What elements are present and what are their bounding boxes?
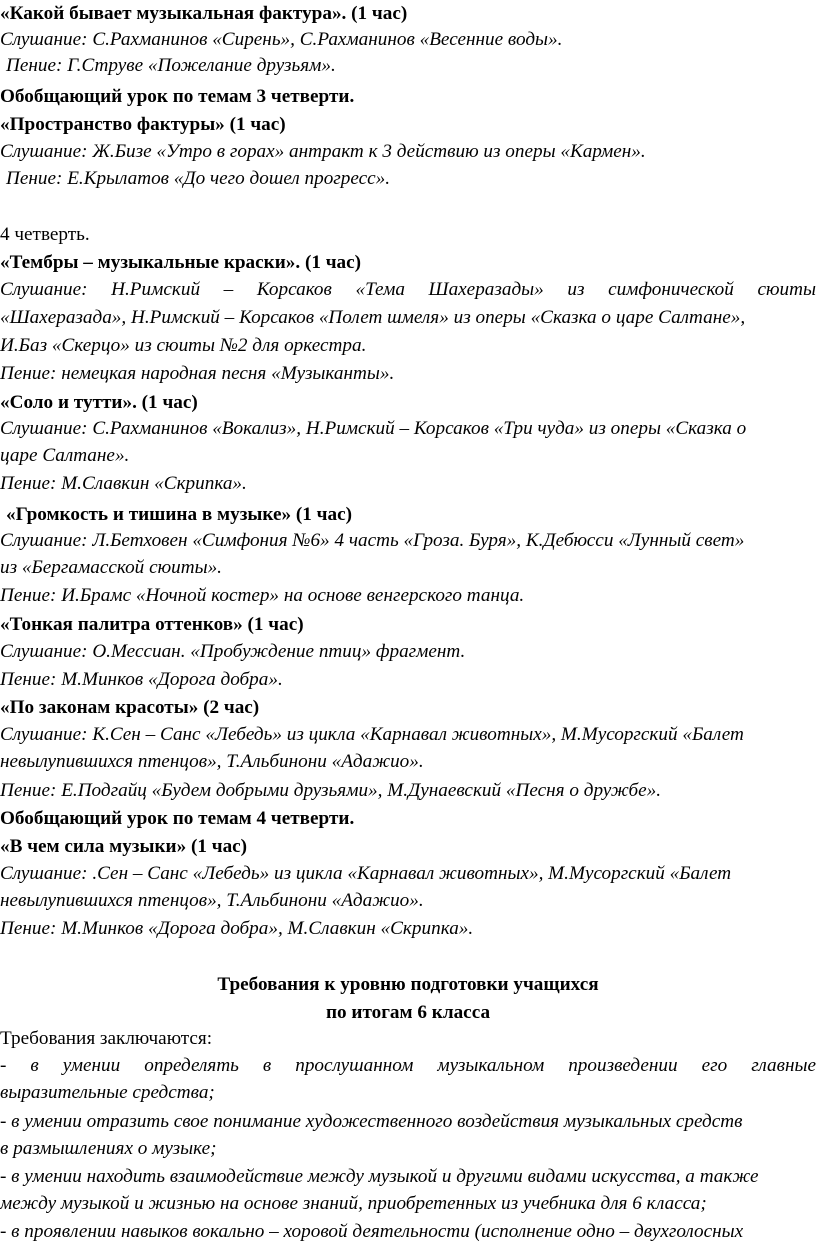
singing-line: Пение: И.Брамс «Ночной костер» на основе венгерского танца.: [0, 585, 525, 606]
listening-line-cont: из «Бергамасской сюиты».: [0, 557, 222, 578]
lesson-title: «Какой бывает музыкальная фактура». (1 час): [0, 3, 408, 24]
listening-line: Слушание: О.Мессиан. «Пробуждение птиц» фрагмент.: [0, 641, 466, 662]
singing-line: Пение: Е.Подгайц «Будем добрыми друзьями», М.Дунаевский «Песня о дружбе».: [0, 780, 662, 801]
listening-line-cont: И.Баз «Скерцо» из сюиты №2 для оркестра.: [0, 335, 367, 356]
requirement-item-cont: выразительные средства;: [0, 1082, 215, 1103]
quarter-heading: 4 четверть.: [0, 224, 90, 245]
requirement-item-cont: между музыкой и жизнью на основе знаний, приобретенных из учебника для 6 класса;: [0, 1193, 707, 1214]
requirements-intro: Требования заключаются:: [0, 1028, 213, 1049]
lesson-title: «Громкость и тишина в музыке» (1 час): [6, 504, 352, 525]
summary-lesson-title: Обобщающий урок по темам 4 четверти.: [0, 808, 355, 829]
lesson-title: «По законам красоты» (2 час): [0, 697, 260, 718]
listening-line-cont: невылупившихся птенцов», Т.Альбинони «Адажио».: [0, 751, 424, 772]
requirement-item: - в умении отразить свое понимание художественного воздействия музыкальных средств: [0, 1111, 743, 1132]
listening-line: Слушание: .Сен – Санс «Лебедь» из цикла «Карнавал животных», М.Мусоргский «Балет: [0, 863, 732, 884]
listening-line: Слушание: Л.Бетховен «Симфония №6» 4 часть «Гроза. Буря», К.Дебюсси «Лунный свет»: [0, 530, 745, 551]
singing-line: Пение: М.Минков «Дорога добра», М.Славкин «Скрипка».: [0, 918, 474, 939]
lesson-title: «Тонкая палитра оттенков» (1 час): [0, 614, 304, 635]
listening-line-cont: царе Салтане».: [0, 445, 130, 466]
listening-line: Слушание: С.Рахманинов «Вокализ», Н.Римский – Корсаков «Три чуда» из оперы «Сказка о: [0, 418, 747, 439]
requirement-item: - в умении определять в прослушанном музыкальном произведении его главные: [0, 1055, 816, 1076]
lesson-title: «В чем сила музыки» (1 час): [0, 836, 248, 857]
listening-line: Слушание: Ж.Бизе «Утро в горах» антракт к 3 действию из оперы «Кармен».: [0, 141, 646, 162]
listening-line-cont: невылупившихся птенцов», Т.Альбинони «Адажио».: [0, 890, 424, 911]
requirements-heading: Требования к уровню подготовки учащихся: [217, 974, 599, 995]
listening-line-cont: «Шахеразада», Н.Римский – Корсаков «Полет шмеля» из оперы «Сказка о царе Салтане»,: [0, 307, 746, 328]
requirement-item: - в умении находить взаимодействие между музыкой и другими видами искусства, а также: [0, 1166, 759, 1187]
singing-line: Пение: немецкая народная песня «Музыканты».: [0, 363, 395, 384]
summary-lesson-title: Обобщающий урок по темам 3 четверти.: [0, 86, 355, 107]
requirements-subheading: по итогам 6 класса: [325, 1002, 491, 1023]
listening-line: Слушание: Н.Римский – Корсаков «Тема Шахеразады» из симфонической сюиты: [0, 279, 816, 300]
requirement-item: - в проявлении навыков вокально – хоровой деятельности (исполнение одно – двухголосных: [0, 1221, 744, 1242]
lesson-title: «Соло и тутти». (1 час): [0, 392, 198, 413]
singing-line: Пение: М.Минков «Дорога добра».: [0, 669, 283, 690]
listening-line: Слушание: К.Сен – Санс «Лебедь» из цикла «Карнавал животных», М.Мусоргский «Балет: [0, 724, 744, 745]
lesson-title: «Тембры – музыкальные краски». (1 час): [0, 252, 362, 273]
lesson-title: «Пространство фактуры» (1 час): [0, 114, 286, 135]
singing-line: Пение: Г.Струве «Пожелание друзьям».: [6, 55, 336, 76]
singing-line: Пение: Е.Крылатов «До чего дошел прогресс».: [6, 168, 391, 189]
listening-line: Слушание: С.Рахманинов «Сирень», С.Рахманинов «Весенние воды».: [0, 29, 563, 50]
singing-line: Пение: М.Славкин «Скрипка».: [0, 473, 247, 494]
requirement-item-cont: в размышлениях о музыке;: [0, 1138, 217, 1159]
